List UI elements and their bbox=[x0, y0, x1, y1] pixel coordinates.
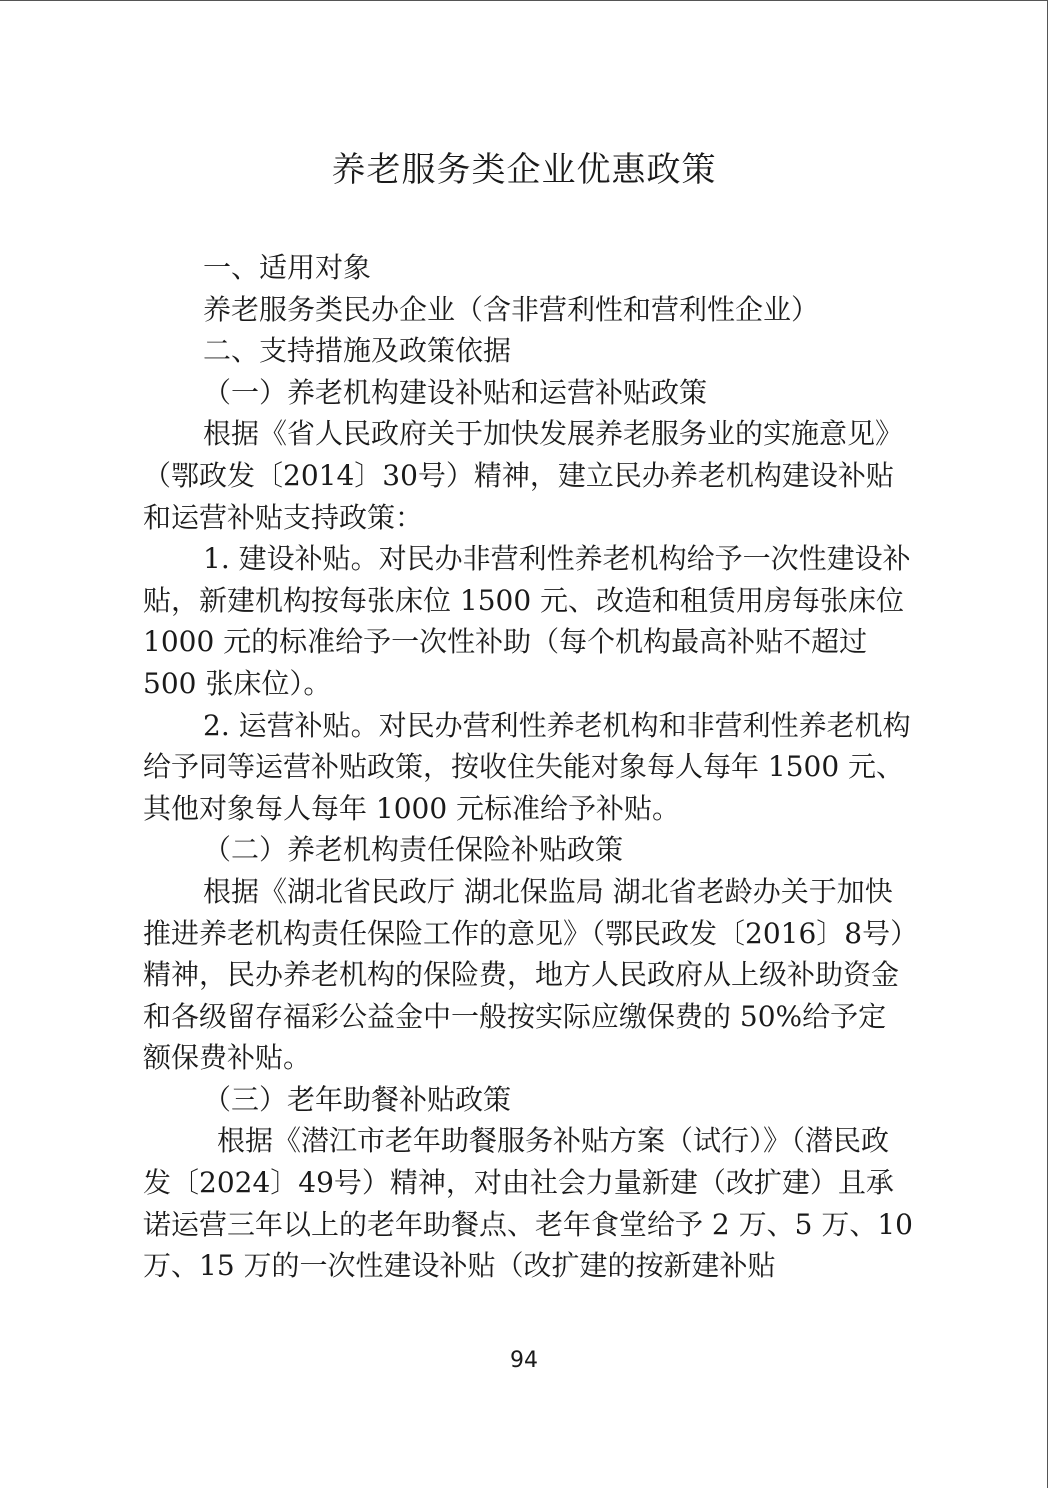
paragraph-policy-basis-3: 根据《潜江市老年助餐服务补贴方案（试行）》（潜民政发〔2024〕49号）精神，对由社会力量新建（改扩建）且承诺运营三年以上的老年助餐点、老年食堂给予 2 万、5 万、10 万、15 万的一次性建设补贴（改扩建的按新建补贴 bbox=[143, 1124, 913, 1283]
subsection-heading-construction-operation-subsidy: （一）养老机构建设补贴和运营补贴政策 bbox=[203, 375, 708, 409]
document-body bbox=[143, 247, 913, 1287]
subsection-heading-meal-assistance: （三）老年助餐补贴政策 bbox=[203, 1082, 512, 1116]
subsection-heading-liability-insurance: （二）养老机构责任保险补贴政策 bbox=[203, 833, 624, 867]
paragraph-policy-basis-2: 根据《湖北省民政厅 湖北保监局 湖北省老龄办关于加快推进养老机构责任保险工作的意见》（鄂民政发〔2016〕8号）精神，民办养老机构的保险费，地方人民政府从上级补助资金和各级留存福彩公益金中一般按实际应缴保费的 50%给予定额保费补贴。 bbox=[143, 874, 905, 1075]
document-title: 养老服务类企业优惠政策 bbox=[331, 150, 717, 190]
paragraph-construction-subsidy: 1. 建设补贴。对民办非营利性养老机构给予一次性建设补贴，新建机构按每张床位 1500 元、改造和租赁用房每张床位 1000 元的标准给予一次性补助（每个机构最高补贴不超过 500 张床位）。 bbox=[143, 542, 911, 700]
paragraph-applicable-target: 养老服务类民办企业（含非营利性和营利性企业） bbox=[203, 292, 820, 326]
section-heading-support-measures: 二、支持措施及政策依据 bbox=[203, 334, 512, 368]
paragraph-operation-subsidy: 2. 运营补贴。对民办营利性养老机构和非营利性养老机构给予同等运营补贴政策，按收住失能对象每人每年 1500 元、其他对象每人每年 1000 元标准给予补贴。 bbox=[143, 708, 911, 825]
paragraph-policy-basis-1: 根据《省人民政府关于加快发展养老服务业的实施意见》（鄂政发〔2014〕30号）精神，建立民办养老机构建设补贴和运营补贴支持政策： bbox=[143, 417, 904, 534]
page-number: 94 bbox=[510, 1348, 538, 1373]
section-heading-applicable-target: 一、适用对象 bbox=[203, 251, 372, 284]
page-border-top bbox=[0, 0, 1048, 1]
